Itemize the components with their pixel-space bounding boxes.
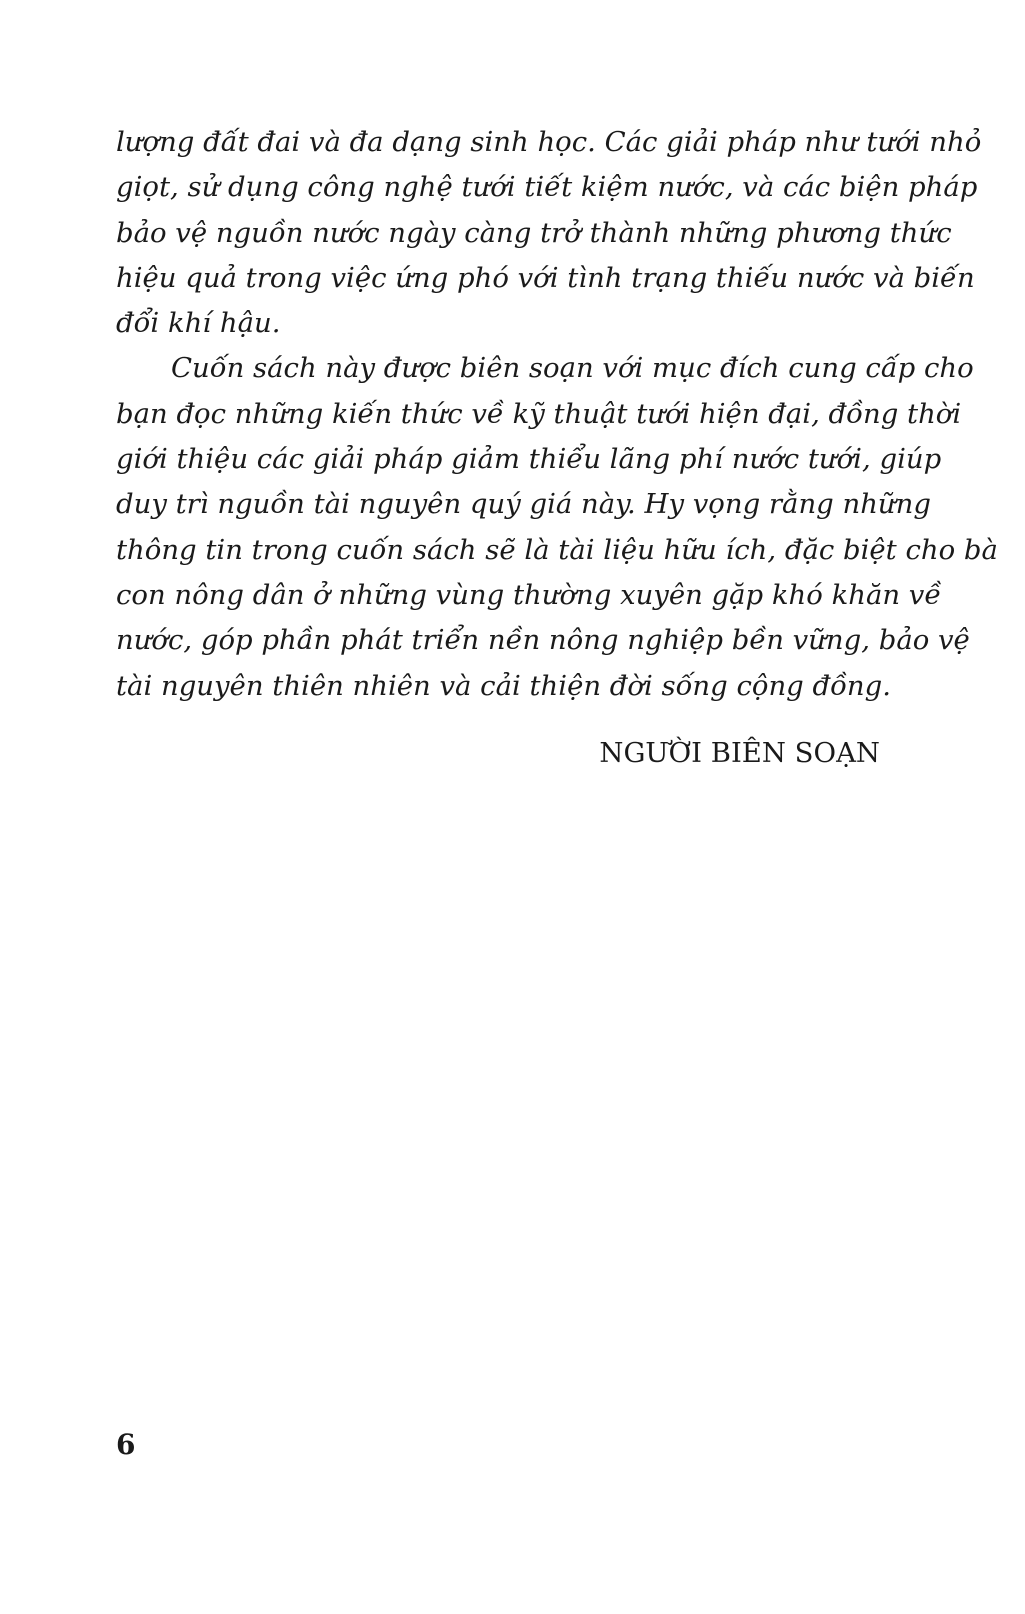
paragraph-1: [116, 120, 982, 346]
text-line: bảo vệ nguồn nước ngày càng trở thành những phương thức: [116, 216, 952, 249]
text-line: bạn đọc những kiến thức về kỹ thuật tưới hiện đại, đồng thời: [116, 397, 962, 430]
text-line: hiệu quả trong việc ứng phó với tình trạng thiếu nước và biến: [116, 261, 975, 294]
text-line: tài nguyên thiên nhiên và cải thiện đời sống cộng đồng.: [116, 669, 891, 702]
text-line: Cuốn sách này được biên soạn với mục đích cung cấp cho: [171, 352, 974, 385]
text-line: giới thiệu các giải pháp giảm thiểu lãng phí nước tưới, giúp: [116, 443, 942, 476]
text-line: nước, góp phần phát triển nền nông nghiệp bền vững, bảo vệ: [116, 624, 970, 657]
paragraph-2: [116, 346, 998, 708]
author-signature: NGƯỜI BIÊN SOẠN: [599, 737, 880, 769]
page-number: 6: [116, 1428, 136, 1461]
text-line: thông tin trong cuốn sách sẽ là tài liệu hữu ích, đặc biệt cho bà: [116, 533, 998, 566]
text-line: giọt, sử dụng công nghệ tưới tiết kiệm nước, và các biện pháp: [116, 171, 978, 204]
text-line: duy trì nguồn tài nguyên quý giá này. Hy vọng rằng những: [116, 488, 931, 521]
body-text: [116, 120, 998, 709]
text-line: lượng đất đai và đa dạng sinh học. Các giải pháp như tưới nhỏ: [116, 126, 982, 158]
text-line: con nông dân ở những vùng thường xuyên gặp khó khăn về: [116, 578, 942, 611]
text-line: đổi khí hậu.: [116, 307, 281, 340]
